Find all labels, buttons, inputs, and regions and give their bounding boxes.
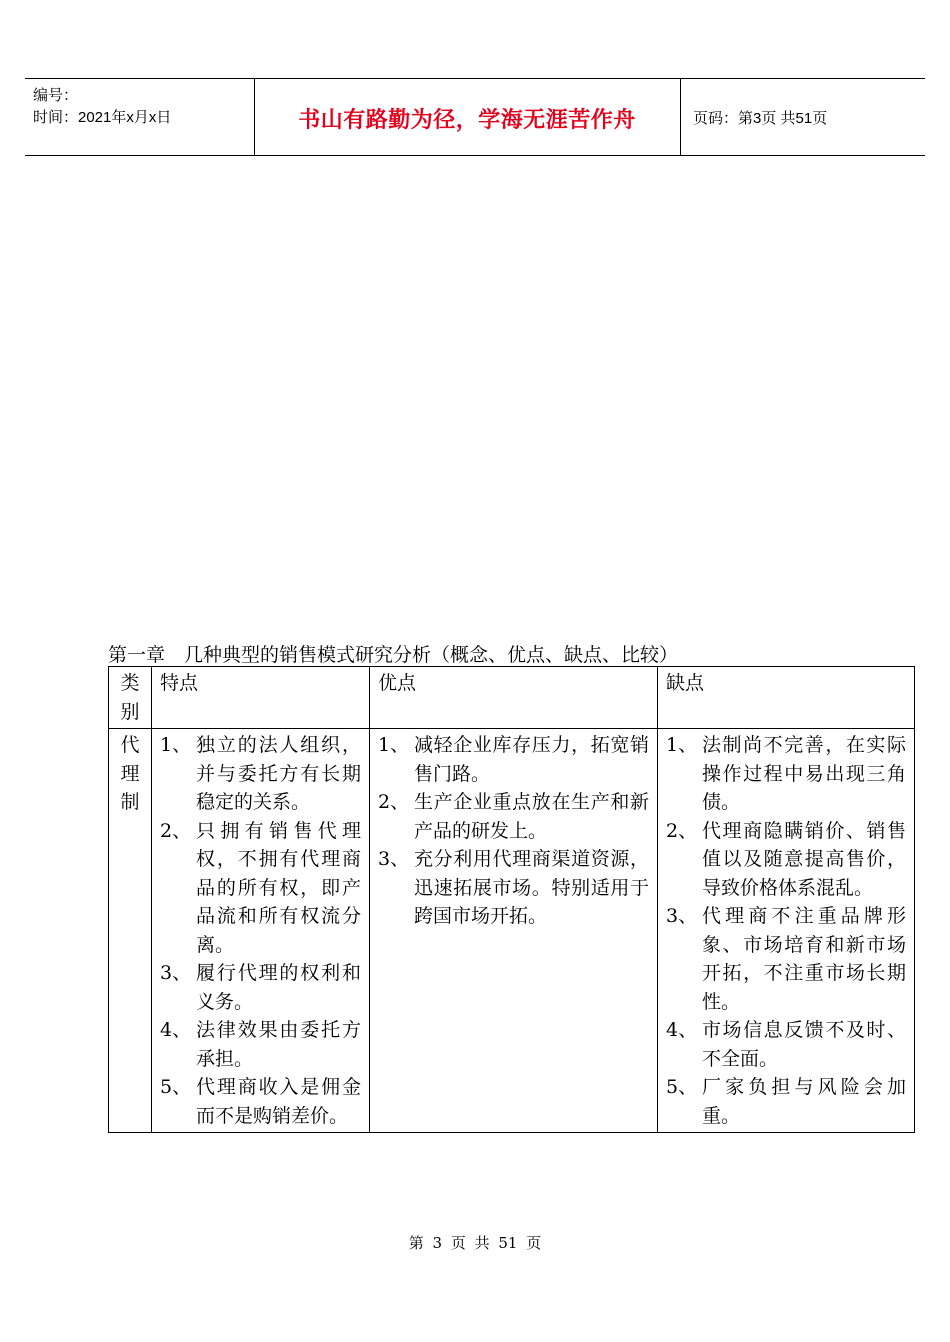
- list-item: 5、 厂家负担与风险会加重。: [666, 1076, 906, 1127]
- header-disadvantages: 缺点: [658, 667, 915, 729]
- advantages-cell: [370, 729, 658, 1133]
- chapter-title: 第一章 几种典型的销售模式研究分析（概念、优点、缺点、比较）: [108, 644, 679, 666]
- list-item: 1、 减轻企业库存压力，拓宽销售门路。: [378, 734, 649, 785]
- header-advantages: 优点: [370, 667, 658, 729]
- row-category: 代理制: [109, 729, 152, 1133]
- features-list: [160, 731, 361, 1130]
- table-row: [109, 729, 915, 1133]
- features-cell: [152, 729, 370, 1133]
- document-code-label: 编号：: [33, 87, 79, 104]
- list-item: 2、 代理商隐瞒销价、销售值以及随意提高售价，导致价格体系混乱。: [666, 819, 906, 899]
- list-item: 4、 法律效果由委托方承担。: [160, 1019, 361, 1070]
- list-item: 3、 充分利用代理商渠道资源，迅速拓展市场。特别适用于跨国市场开拓。: [378, 848, 649, 927]
- document-time-label: 时间：2021年x月x日: [33, 109, 172, 126]
- header-page-number: 页码：第3页 共51页: [693, 110, 828, 127]
- list-item: 4、 市场信息反馈不及时、不全面。: [666, 1019, 906, 1070]
- sales-model-table: [108, 666, 915, 1133]
- advantages-list: [378, 731, 649, 931]
- page-header: [25, 78, 925, 156]
- list-item: 2、 只拥有销售代理权，不拥有代理商品的所有权，即产品流和所有权流分离。: [160, 819, 361, 956]
- header-motto: 书山有路勤为径，学海无涯苦作舟: [298, 108, 636, 133]
- disadvantages-cell: [658, 729, 915, 1133]
- disadvantages-list: [666, 731, 906, 1130]
- header-features: 特点: [152, 667, 370, 729]
- header-category: 类别: [109, 667, 152, 729]
- list-item: 1、 独立的法人组织，并与委托方有长期稳定的关系。: [160, 734, 361, 813]
- header-motto-cell: [254, 79, 681, 155]
- list-item: 3、 代理商不注重品牌形象、市场培育和新市场开拓，不注重市场长期性。: [666, 905, 906, 1013]
- table-header-row: [109, 667, 915, 729]
- list-item: 2、 生产企业重点放在生产和新产品的研发上。: [378, 791, 649, 842]
- list-item: 3、 履行代理的权利和义务。: [160, 962, 361, 1013]
- header-page-cell: [681, 79, 925, 155]
- list-item: 5、 代理商收入是佣金而不是购销差价。: [160, 1076, 361, 1127]
- page-footer: 第 3 页 共 51 页: [408, 1234, 542, 1252]
- header-meta: [25, 79, 255, 155]
- list-item: 1、 法制尚不完善，在实际操作过程中易出现三角债。: [666, 734, 906, 813]
